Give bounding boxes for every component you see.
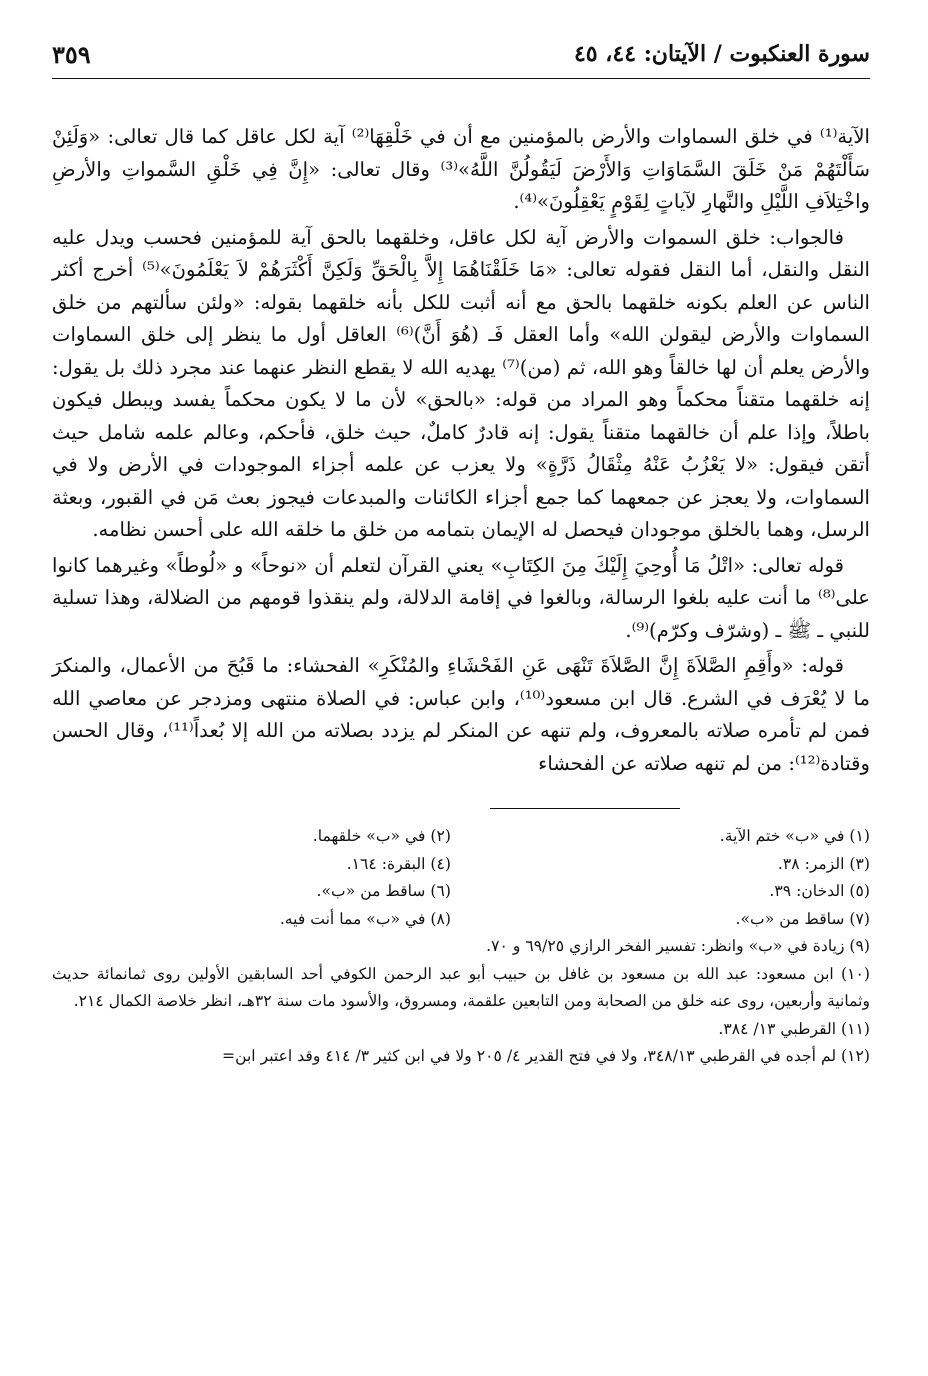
paragraph: الآية⁽¹⁾ في خلق السماوات والأرض بالمؤمنين مع أن في خَلْقِهَا⁽²⁾ آية لكل عاقل كما قال تعالى: «وَلَئِنْ سَأَلْتَهُمْ مَنْ خَلَقَ السَّمَاوَاتِ وَالأَرْضَ لَيَقُولُنَّ اللَّهُ»⁽³⁾ وقال تعالى: «إِنَّ فِي خَلْقِ السَّمواتِ والأرضِ واخْتِلاَفِ اللَّيْلِ والنَّهارِ لآياتٍ لِقَوْمٍ يَعْقِلُونَ»⁽⁴⁾. (52, 125, 870, 213)
footnote: (٤) البقرة: ١٦٤. (346, 854, 451, 873)
footnote: (٣) الزمر: ٣٨. (777, 854, 870, 873)
footnote-separator (490, 808, 680, 809)
page-header (52, 30, 870, 79)
footnotes (52, 823, 870, 1071)
footnote: (٥) الدخان: ٣٩. (769, 882, 870, 900)
footnote: (٩) زيادة في «ب» وانظر: تفسير الفخر الرازي ٦٩/٢٥ و ٧٠. (486, 937, 870, 955)
page-number: ٣٥٩ (52, 39, 91, 69)
footnote: (١٢) لم أجده في القرطبي ٣٤٨/١٣، ولا في فتح القدير ٤/ ٢٠٥ ولا في ابن كثير ٣/ ٤١٤ وقد اعتبر ابن= (222, 1047, 870, 1065)
footnote: (٨) في «ب» مما أنت فيه. (279, 909, 451, 928)
footnote: (١١) القرطبي ١٣/ ٣٨٤. (718, 1019, 870, 1038)
paragraph: قوله: «وأَقِمِ الصَّلاَةَ إِنَّ الصَّلاَةَ تَنْهَى عَنِ الفَحْشَاءِ والمُنْكَرِ» الفحشاء: ما قَبُحَ من الأعمال، والمنكرَ ما لا يُعْرَف في الشرع. قال ابن مسعود⁽¹⁰⁾، وابن عباس: في الصلاة منتهى ومزدجر عن معاصي الله فمن لم تأمره صلاته بالمعروف، ولم تنهه عن المنكر لم يزدد بصلاته من الله إلا بُعداً⁽¹¹⁾، وقال الحسن وقتادة⁽¹²⁾: من لم تنهه صلاته عن الفحشاء (52, 654, 870, 775)
footnote: (٢) في «ب» خلقهما. (312, 827, 451, 845)
footnote: (٧) ساقط من «ب». (735, 909, 870, 928)
main-text (52, 121, 870, 780)
footnote-grid (52, 823, 870, 933)
footnote: (١) في «ب» ختم الآية. (719, 827, 870, 845)
running-title: سورة العنكبوت / الآيتان: ٤٤، ٤٥ (573, 41, 870, 67)
book-page (52, 30, 870, 1350)
footnote: (٦) ساقط من «ب». (316, 882, 451, 900)
paragraph: فالجواب: خلق السموات والأرض آية لكل عاقل، وخلقهما بالحق آية للمؤمنين فحسب ويدل عليه النقل والنقل، أما النقل فقوله تعالى: «مَا خَلَقْنَاهُمَا إِلاَّ بِالْحَقِّ وَلَكِنَّ أَكْثَرَهُمْ لاَ يَعْلَمُونَ»⁽⁵⁾ أخرج أكثر الناس عن العلم بكونه خلقهما بالحق مع أنه أثبت للكل بأنه خلقهما بقوله: «ولئن سألتهم من خلق السماوات والأرض ليقولن الله» وأما العقل فَـ (هُوَ أَنَّ)⁽⁶⁾ العاقل أول ما ينظر إلى خلق السماوات والأرض يعلم أن لها خالقاً وهو الله، ثم (من)⁽⁷⁾ يهديه الله لا يقطع النظر عنهما عند مجرد ذلك بل يقول: إنه خلقهما متقناً محكماً وهو المراد من قوله: «بالحق» لأن ما لا يكون محكماً يفسد ويبطل فيكون باطلاً، وإذا علم أن خالقهما متقناً يقول: إنه قادرٌ كاملٌ، حيث خلق، فأحكم، وعالم علمه شامل حيث أتقن فيقول: «لا يَعْزُبُ عَنْهُ مِثْقَالُ ذَرَّةٍ» ولا يعزب عن علمه أجزاء الموجودات في الأرض ولا في السماوات، ولا يعجز عن جمعهما كما جمع أجزاء الكائنات والمبدعات فيجوز بعث مَن في القبور، وبعثة الرسل، وهما بالخلق موجودان فيحصل له الإيمان بتمامه من خلق ما خلقه الله على أحسن نظامه. (52, 225, 871, 541)
footnote: (١٠) ابن مسعود: عبد الله بن مسعود بن غافل بن حبيب أبو عبد الرحمن الكوفي أحد السابقين الأولين روى ثمانمائة حديث وثمانية وأربعين، روى عنه خلق من الصحابة ومن التابعين علقمة، ومسروق، والأسود مات سنة ٣٢هـ، انظر خلاصة الكمال ٢١٤. (52, 964, 870, 1010)
paragraph: قوله تعالى: «اتْلُ مَا أُوحِيَ إِلَيْكَ مِنَ الكِتَابِ» يعني القرآن لتعلم أن «نوحاً» و «لُوطاً» وغيرهما كانوا على⁽⁸⁾ ما أنت عليه بلغوا الرسالة، وبالغوا في إقامة الدلالة، ولم ينقذوا قومهم من الضلالة، وهذا تسلية للنبي ـ ﷺ ـ (وشرّف وكرّم)⁽⁹⁾. (52, 553, 870, 642)
